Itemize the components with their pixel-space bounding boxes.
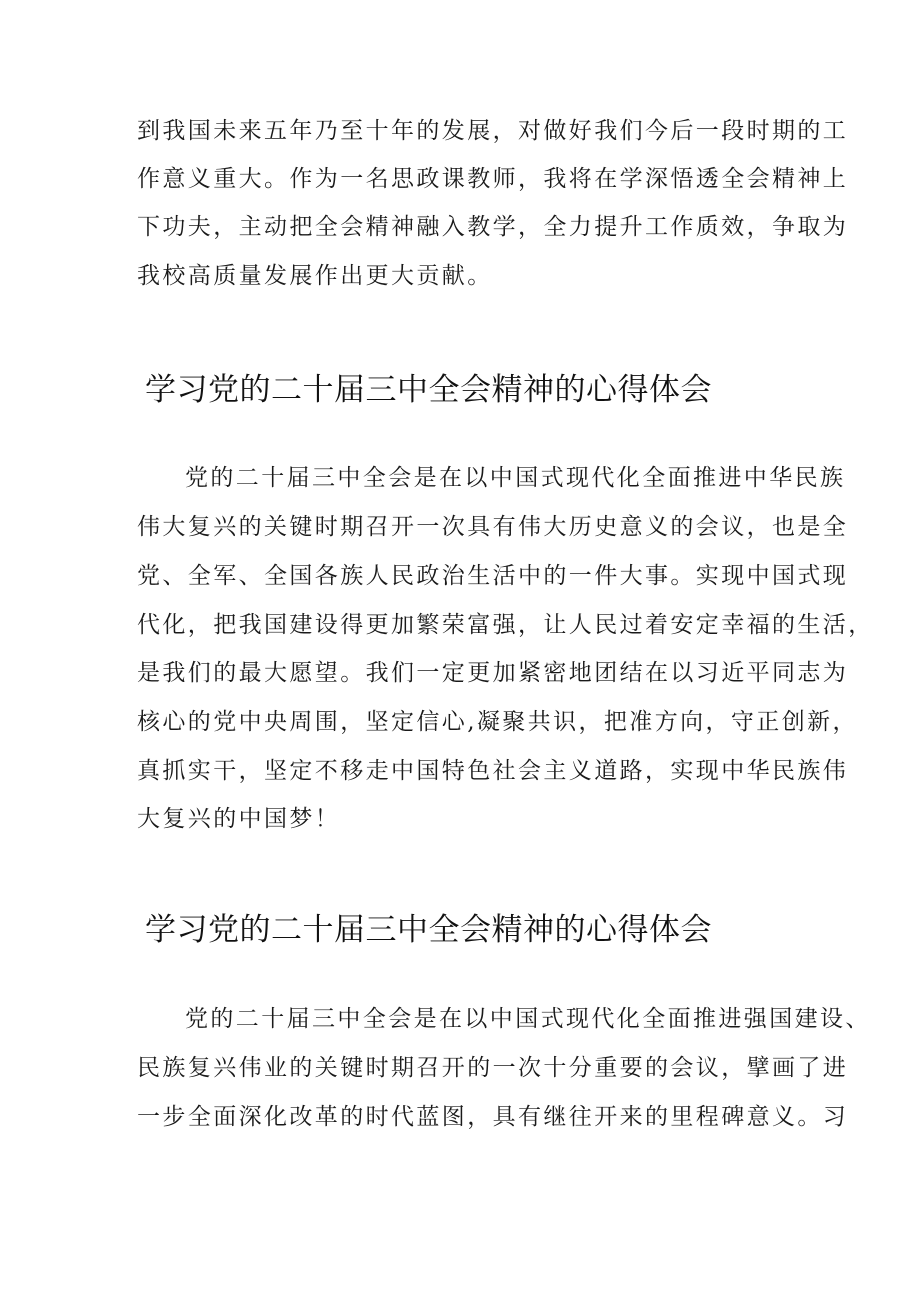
- paragraph-line: 到我国未来五年乃至十年的发展，对做好我们今后一段时期的工: [137, 118, 849, 144]
- section-heading: 学习党的二十届三中全会精神的心得体会: [145, 912, 712, 948]
- paragraph-line: 核心的党中央周围，坚定信心,凝聚共识，把准方向，守正创新，: [137, 709, 858, 735]
- paragraph-line: 是我们的最大愿望。我们一定更加紧密地团结在以习近平同志为: [137, 660, 849, 686]
- paragraph-line: 真抓实干，坚定不移走中国特色社会主义道路，实现中华民族伟: [137, 758, 849, 784]
- paragraph-line: 下功夫，主动把全会精神融入教学，全力提升工作质效，争取为: [137, 214, 849, 240]
- paragraph-line: 代化，把我国建设得更加繁荣富强，让人民过着安定幸福的生活，: [137, 612, 874, 638]
- paragraph-line: 党的二十届三中全会是在以中国式现代化全面推进强国建设、: [185, 1006, 871, 1032]
- paragraph-line: 我校高质量发展作出更大贡献。: [137, 263, 493, 289]
- paragraph-line: 大复兴的中国梦！: [137, 806, 341, 832]
- paragraph-line: 作意义重大。作为一名思政课教师，我将在学深悟透全会精神上: [137, 166, 849, 192]
- paragraph-line: 党的二十届三中全会是在以中国式现代化全面推进中华民族: [185, 465, 846, 491]
- paragraph-line: 民族复兴伟业的关键时期召开的一次十分重要的会议，擘画了进: [137, 1055, 849, 1081]
- paragraph-line: 伟大复兴的关键时期召开一次具有伟大历史意义的会议，也是全: [137, 514, 849, 540]
- paragraph-line: 党、全军、全国各族人民政治生活中的一件大事。实现中国式现: [137, 563, 849, 589]
- paragraph-line: 一步全面深化改革的时代蓝图，具有继往开来的里程碑意义。习: [137, 1104, 849, 1130]
- section-heading: 学习党的二十届三中全会精神的心得体会: [145, 372, 712, 408]
